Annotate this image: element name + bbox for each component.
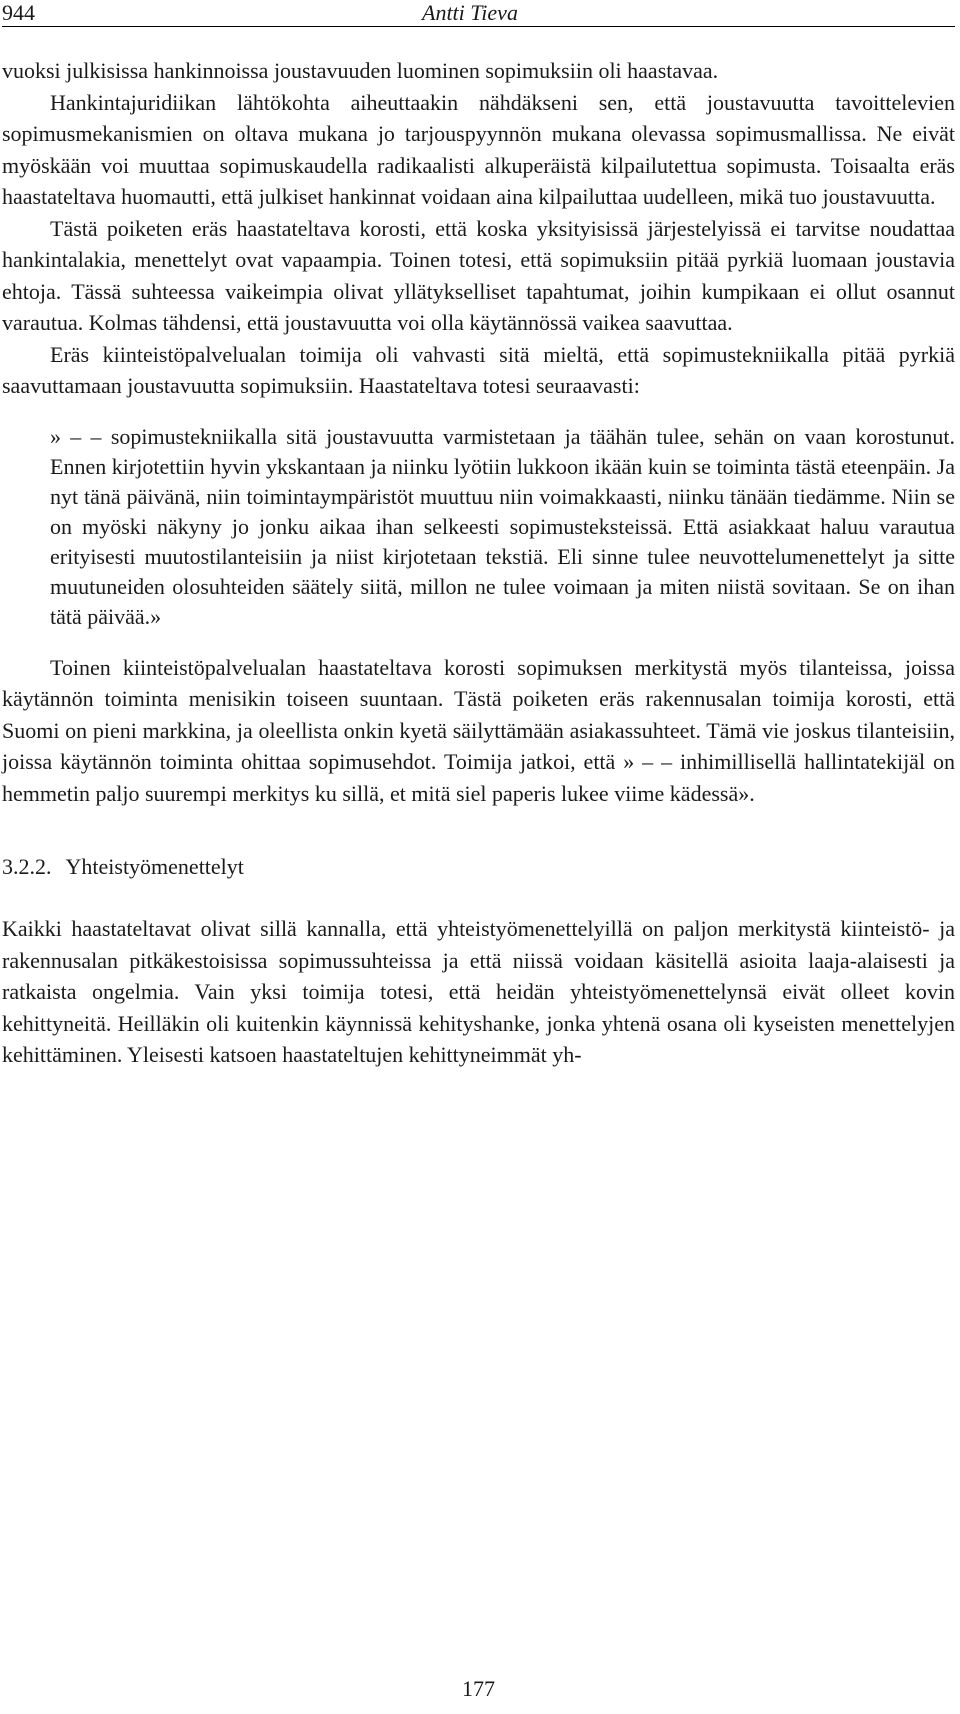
running-header bbox=[2, 0, 955, 27]
paragraph: Toinen kiinteistöpalvelualan haastateltava korosti sopimuksen merkitystä myös tilanteissa, joissa käytännön toiminta menisikin toiseen suuntaan. Tästä poiketen eräs rakennusalan toimija korosti, että Suomi on pieni markkina, ja oleellista onkin kyetä säilyttämään asiakassuhteet. Tämä vie joskus tilanteisiin, joissa käytännön toiminta ohittaa sopimusehdot. Toimija jatkoi, että » – – inhimillisellä hallintatekijäl on hemmetin paljo suurempi merkitys ku sillä, et mitä siel paperis lukee viime kädessä». bbox=[2, 654, 955, 806]
document-page bbox=[2, 0, 955, 1714]
block-quote: » – – sopimustekniikalla sitä joustavuutta varmistetaan ja täähän tulee, sehän on vaan korostunut. Ennen kirjotettiin hyvin ykskantaan ja niinku lyötiin lukkoon ikään kuin se toiminta tästä eteenpäin. Ja nyt tänä päivänä, niin toimintaympäristöt muuttuu niin voimakkaasti, niinku tänään tiedämme. Niin se on myöski näkyny jo jonku aikaa ihan selkeesti sopimusteksteissä. Että asiakkaat haluu varautua erityisesti muutostilanteisiin ja niist kirjotetaan tekstiä. Eli sinne tulee neuvottelumenettelyt ja sitte muutuneiden olosuhteiden säätely siitä, millon ne tulee voimaan ja miten niistä sovitaan. Se on ihan tätä päivää.» bbox=[50, 423, 955, 629]
header-page-number: 944 bbox=[2, 0, 35, 25]
body-text bbox=[2, 55, 955, 1071]
paragraph: vuoksi julkisissa hankinnoissa joustavuuden luominen sopimuksiin oli haastavaa. bbox=[2, 58, 719, 83]
paragraph: Hankintajuridiikan lähtökohta aiheuttaakin nähdäkseni sen, että joustavuutta tavoittelevien sopimusmekanismien on oltava mukana jo tarjouspyynnön mukana olevassa sopimusmallissa. Ne eivät myöskään voi muuttaa sopimuskaudella radikaalisti alkuperäistä kilpailutettua sopimusta. Toisaalta eräs haastateltava huomautti, että julkiset hankinnat voidaan aina kilpailuttaa uudelleen, mikä tuo joustavuutta. bbox=[2, 89, 955, 209]
paragraph: Eräs kiinteistöpalvelualan toimija oli vahvasti sitä mieltä, että sopimustekniikalla pitää pyrkiä saavuttamaan joustavuutta sopimuksiin. Haastateltava totesi seuraavasti: bbox=[2, 341, 955, 398]
section-title: Yhteistyömenettelyt bbox=[65, 854, 244, 879]
section-number: 3.2.2. bbox=[2, 854, 52, 879]
paragraph: Tästä poiketen eräs haastateltava korosti, että koska yksityisissä järjestelyissä ei tarvitse noudattaa hankintalakia, menettelyt ovat vapaampia. Toinen totesi, että sopimuksiin pitää pyrkiä luomaan joustavia ehtoja. Tässä suhteessa vaikeimpia olivat yllätykselliset tapahtumat, joihin kumpikaan ei ollut osannut varautua. Kolmas tähdensi, että joustavuutta voi olla käytännössä vaikea saavuttaa. bbox=[2, 215, 955, 335]
paragraph: Kaikki haastateltavat olivat sillä kannalla, että yhteistyömenettelyillä on paljon merkitystä kiinteistö- ja rakennusalan pitkäkestoisissa sopimussuhteissa ja että niissä voidaan käsitellä asioita laaja-alaisesti ja ratkaista ongelmia. Vain yksi toimija totesi, että heidän yhteistyömenettelynsä eivät olleet kovin kehittyneitä. Heilläkin oli kuitenkin käynnissä kehityshanke, jonka yhtenä osana oli kyseisten menettelyjen kehittäminen. Yleisesti katsoen haastateltujen kehittyneimmät yh- bbox=[2, 916, 955, 1067]
section-heading bbox=[2, 853, 955, 881]
footer-page-number: 177 bbox=[462, 1676, 495, 1701]
running-title: Antti Tieva bbox=[422, 0, 518, 25]
